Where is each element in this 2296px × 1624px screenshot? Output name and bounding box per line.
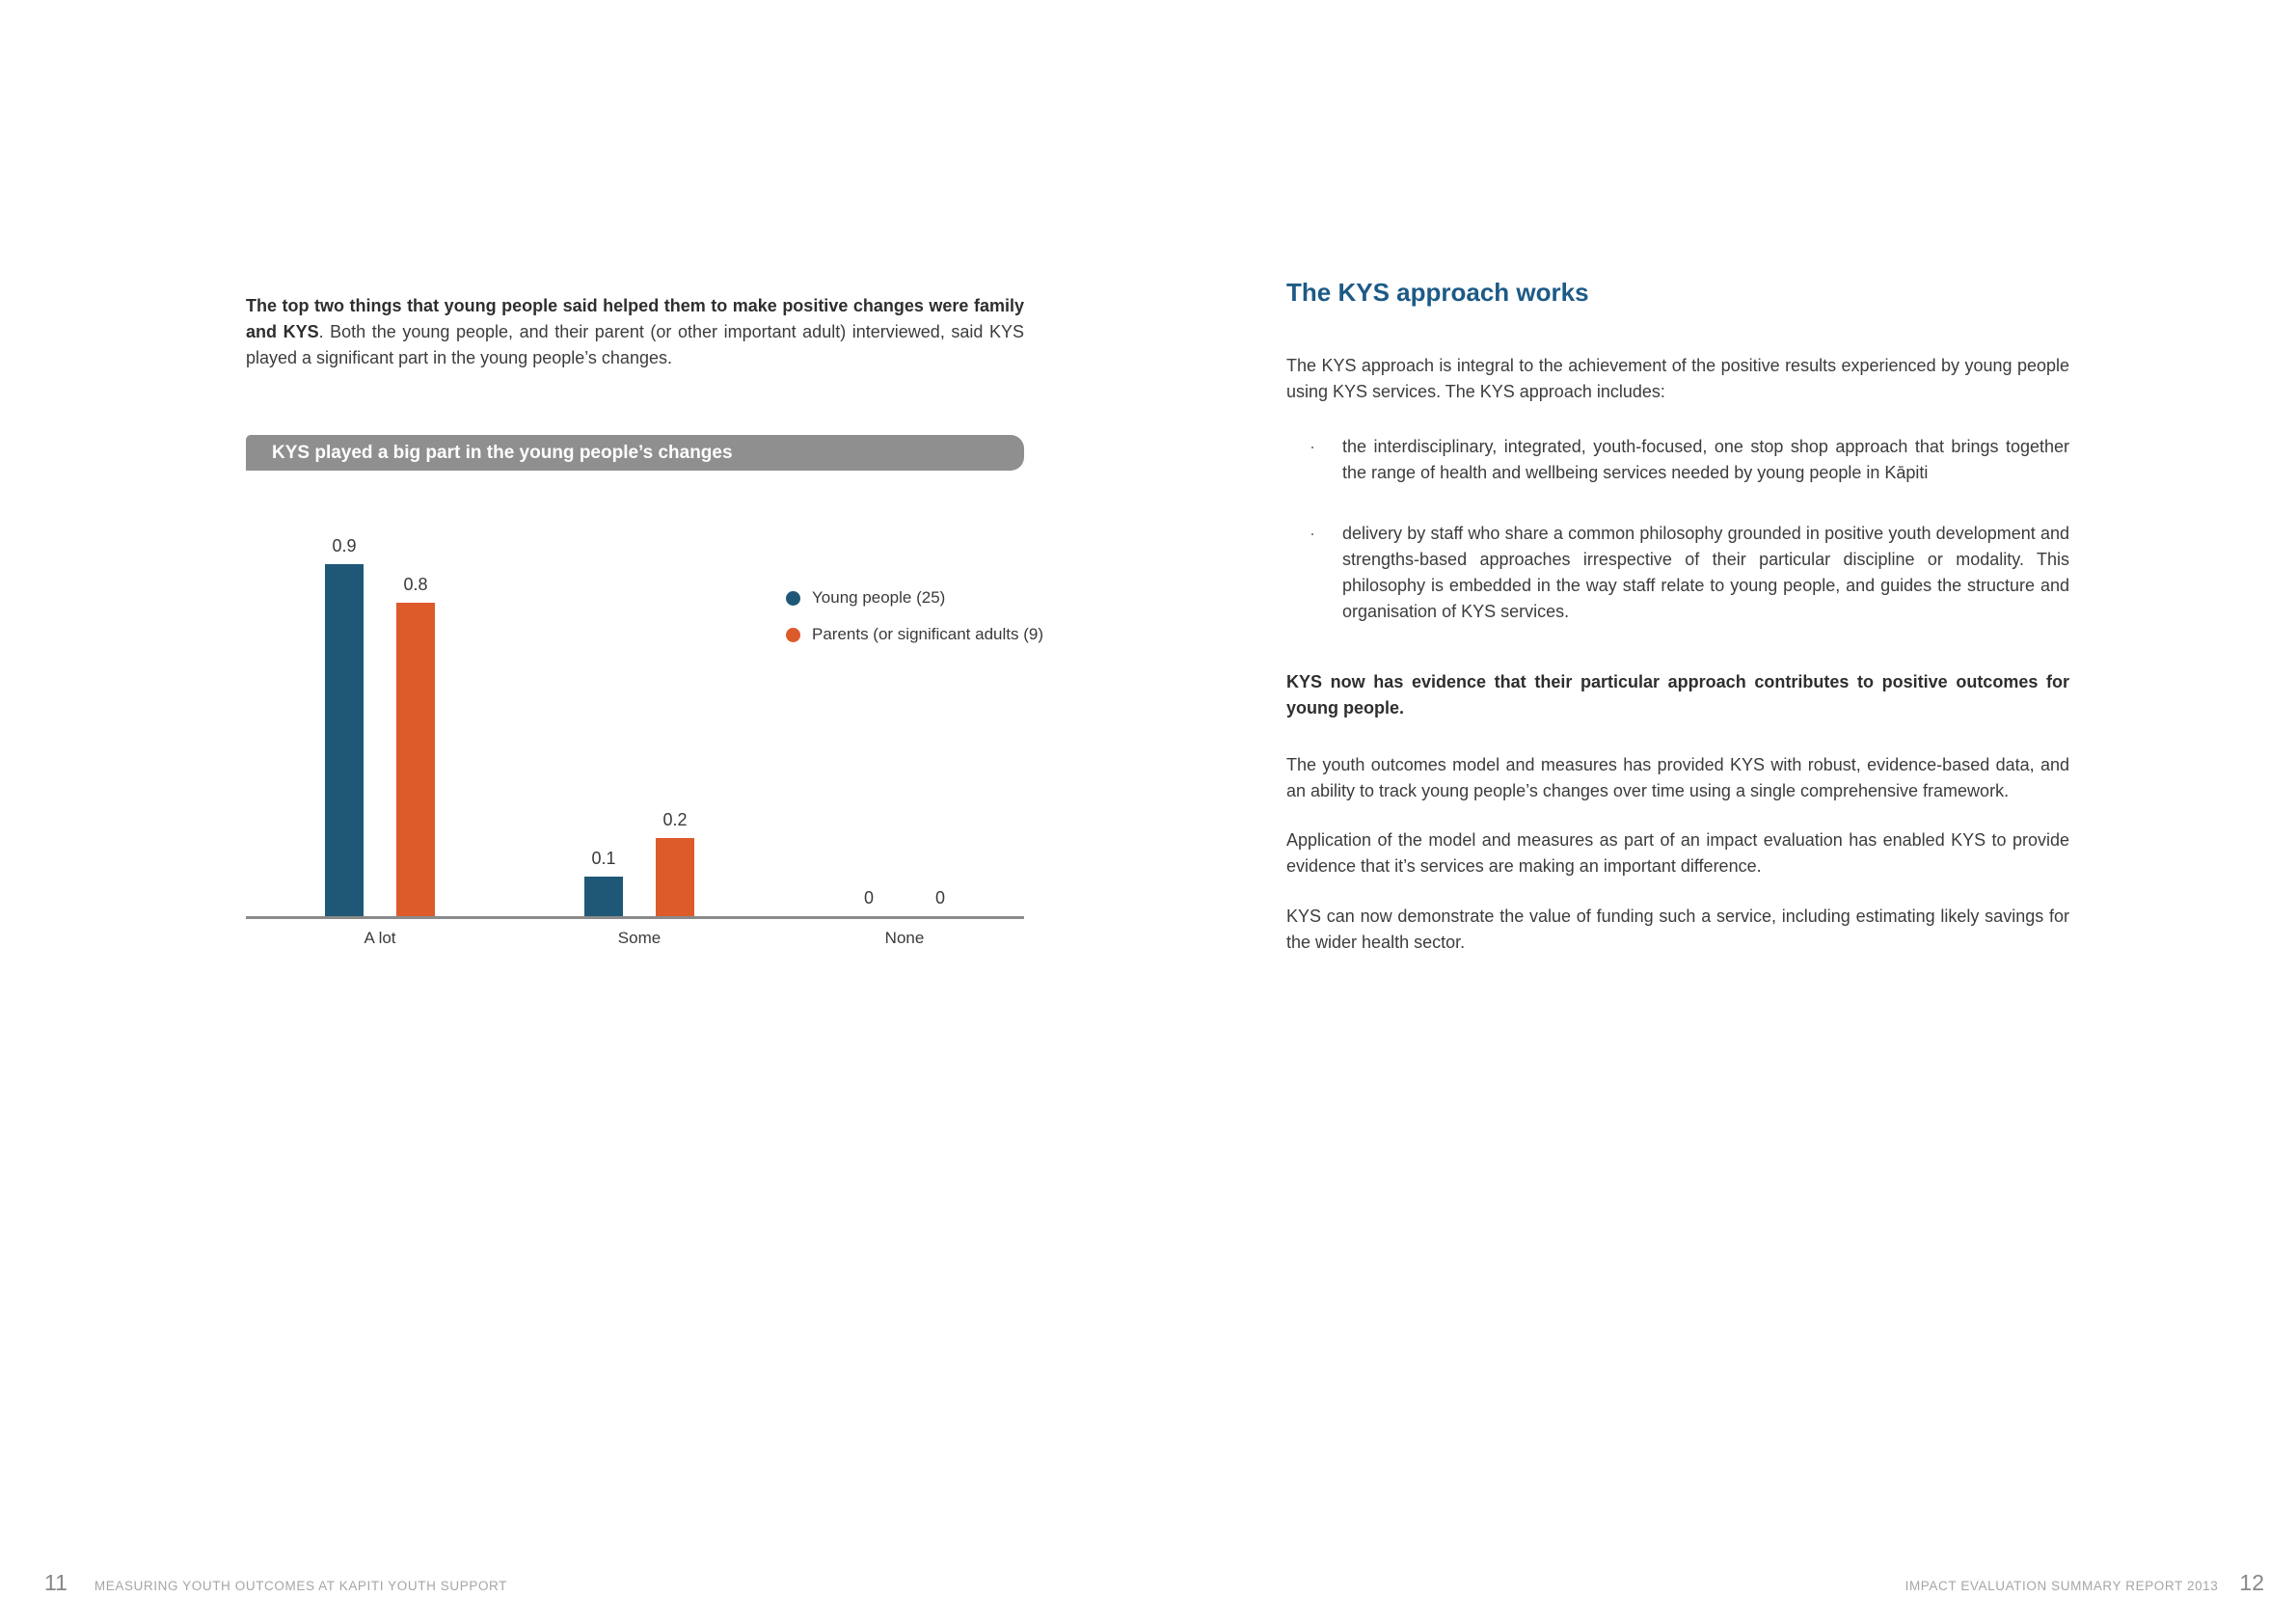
- chart-bar: [584, 877, 623, 916]
- application-paragraph: Application of the model and measures as part of an impact evaluation has enabled KYS to provide evidence that it’s services are making an important difference.: [1286, 830, 2069, 876]
- legend-item: [786, 586, 1043, 609]
- chart-bar: [325, 564, 364, 916]
- bullet-icon: ·: [1310, 524, 1315, 543]
- chart-title-banner: KYS played a big part in the young people’s changes: [246, 435, 1024, 471]
- footer-left: [44, 1570, 507, 1596]
- chart-category-label: None: [884, 929, 925, 947]
- chart-category-label: A lot: [364, 929, 396, 947]
- outcomes-model-paragraph: The youth outcomes model and measures has provided KYS with robust, evidence-based data, and an ability to track young people’s changes over time using a single comprehensive framework.: [1286, 755, 2069, 800]
- intro-paragraph: [246, 293, 1024, 371]
- intro-rest: . Both the young people, and their parent (or other important adult) interviewed, said KYS played a significant part in the young people’s changes.: [246, 322, 1025, 367]
- page-number-left: 11: [44, 1570, 68, 1595]
- approach-paragraph: The KYS approach is integral to the achievement of the positive results experienced by young people using KYS services. The KYS approach includes:: [1286, 356, 2069, 401]
- chart-x-axis: [246, 916, 1024, 919]
- bullet-item: [1286, 521, 2069, 625]
- footer-right: [1905, 1570, 2264, 1596]
- chart-bar: [656, 838, 694, 916]
- evidence-bold-paragraph: KYS now has evidence that their particular approach contributes to positive outcomes for young people.: [1286, 672, 2069, 717]
- bullet-icon: ·: [1310, 437, 1315, 456]
- footer-caption-left: MEASURING YOUTH OUTCOMES AT KAPITI YOUTH SUPPORT: [94, 1579, 508, 1593]
- page-number-right: 12: [2239, 1570, 2264, 1595]
- funding-paragraph: KYS can now demonstrate the value of funding such a service, including estimating likely savings for the wider health sector.: [1286, 907, 2069, 952]
- chart-value-label: 0: [863, 888, 874, 907]
- section-heading: The KYS approach works: [1286, 278, 1589, 307]
- footer-caption-right: IMPACT EVALUATION SUMMARY REPORT 2013: [1904, 1579, 2219, 1593]
- chart-category-label: Some: [617, 929, 662, 947]
- legend-label: Parents (or significant adults (9): [812, 625, 1043, 643]
- chart-bar: [396, 603, 435, 916]
- chart-value-label: 0.1: [591, 849, 616, 868]
- bullet-text: delivery by staff who share a common philosophy grounded in positive youth development and strengths-based approaches irrespective of their particular discipline or modality. This philosophy is embedded in the way staff relate to young people, and guides the structure and organisation of KYS services.: [1342, 524, 2069, 621]
- legend-marker-icon: [786, 628, 800, 642]
- chart-value-label: 0.2: [662, 810, 688, 829]
- chart-value-label: 0: [934, 888, 945, 907]
- legend-label: Young people (25): [812, 588, 946, 607]
- chart-value-label: 0.8: [403, 575, 428, 594]
- legend-item: [786, 623, 1043, 646]
- intro-bold-lead: The top two things that young people said helped them to make positive changes were family and KYS: [246, 296, 1024, 341]
- legend-marker-icon: [786, 591, 800, 606]
- bar-chart: [246, 535, 1043, 960]
- bullet-text: the interdisciplinary, integrated, youth-focused, one stop shop approach that brings together the range of health and wellbeing services needed by young people in Kāpiti: [1342, 437, 2069, 482]
- chart-legend: [786, 586, 1043, 660]
- chart-value-label: 0.9: [332, 536, 357, 555]
- bullet-item: [1286, 434, 2069, 486]
